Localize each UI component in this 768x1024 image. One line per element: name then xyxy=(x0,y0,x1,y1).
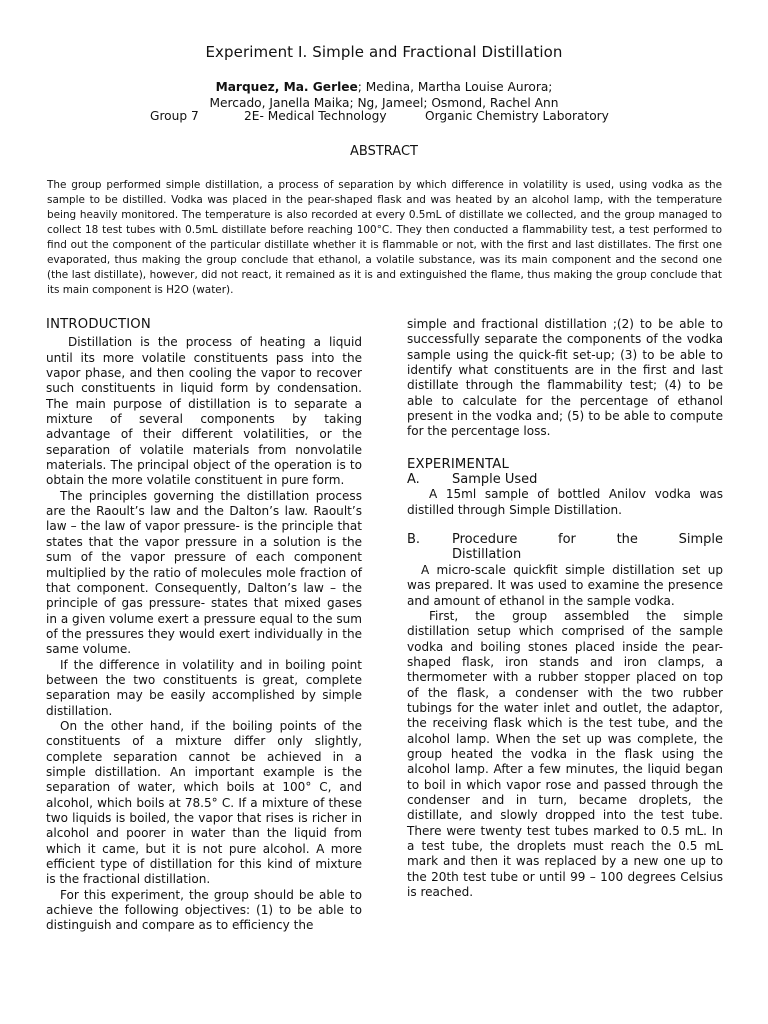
author-line-2: Mercado, Janella Maika; Ng, Jameel; Osmond, Rachel Ann xyxy=(209,96,559,110)
procedure-paragraph-1: A micro-scale quickfit simple distillation set up was prepared. It was used to examine the presence and amount of ethanol in the sample vodka. xyxy=(407,562,723,608)
intro-paragraph-4: On the other hand, if the boiling points of the constituents of a mixture differ only slightly, complete separation cannot be achieved in a simple distillation. An important example is the separation of water, which boils at 100° C, and alcohol, which boils at 78.5° C. If a mixture of these two liquids is boiled, the vapor that rises is richer in alcohol and poorer in water than the liquid from which it came, but it is not pure alcohol. A more efficient type of distillation for this kind of mixture is the fractional distillation. xyxy=(46,718,362,887)
experimental-heading: EXPERIMENTAL xyxy=(407,456,510,472)
section-letter-a: A. xyxy=(407,472,420,488)
introduction-heading: INTRODUCTION xyxy=(46,317,151,332)
paper-title: Experiment I. Simple and Fractional Distillation xyxy=(205,43,563,61)
group-number: Group 7 xyxy=(150,109,199,123)
intro-paragraph-3: If the difference in volatility and in boiling point between the two constituents is great, complete separation may be easily accomplished by simple distillation. xyxy=(46,657,362,718)
course-section: 2E- Medical Technology xyxy=(244,109,387,123)
author-list xyxy=(0,79,768,111)
right-column xyxy=(407,317,723,900)
intro-paragraph-1: Distillation is the process of heating a liquid until its more volatile constituents pass into the vapor phase, and then cooling the vapor to recover such constituents in liquid form by condensation. The main purpose of distillation is to separate a mixture of several components by taking advantage of their different volatilities, or the separation of volatile materials from nonvolatile materials. The principal object of the operation is to obtain the more volatile constituent in pure form. xyxy=(46,335,362,488)
abstract-heading: ABSTRACT xyxy=(350,144,418,159)
affiliation-line xyxy=(150,109,630,123)
abstract-text: The group performed simple distillation, a process of separation by which difference in volatility is used, using vodka as the sample to be distilled. Vodka was placed in the pear-shaped flask and was heated by an alcohol lamp, with the temperature being heavily monitored. The temperature is also recorded at every 0.5mL of distillate we collected, and the group managed to collect 18 test tubes with 0.5mL distillate before reaching 100°C. They then conducted a flammability test, a test performed to find out the component of the particular distillate whether it is flammable or not, with the first and last distillates. The first one evaporated, thus making the group conclude that ethanol, a volatile substance, was its main component and the second one (the last distillate), however, did not react, it remained as it is and extinguished the flame, thus making the group conclude that its main component is H2O (water). xyxy=(47,179,722,297)
author-line-1 xyxy=(0,79,768,95)
intro-paragraph-5-continued: simple and fractional distillation ;(2) to be able to successfully separate the components of the vodka sample using the quick-fit set-up; (3) to be able to identify what constituents are in the first and last distillate through the flammability test; (4) to be able to calculate for the percentage of ethanol present in the vodka and; (5) to be able to compute for the percentage loss. xyxy=(407,317,723,439)
procedure-heading-line-2 xyxy=(407,547,723,562)
sample-used-heading xyxy=(407,472,723,487)
sample-used-title: Sample Used xyxy=(452,472,538,488)
lab-name: Organic Chemistry Laboratory xyxy=(425,109,609,123)
procedure-paragraph-2: First, the group assembled the simple distillation setup which comprised of the sample vodka and boiling stones placed inside the pear-shaped flask, iron stands and iron clamps, a thermometer with a rubber stopper placed on top of the flask, a condenser with the two rubber tubings for the water inlet and outlet, the adaptor, the receiving flask which is the test tube, and the alcohol lamp. When the set up was complete, the group heated the vodka in the flask using the alcohol lamp. After a few minutes, the liquid began to boil in which vapor rose and passed through the condenser and in turn, became droplets, the distillate, and slowly dropped into the test tube. There were twenty test tubes marked to 0.5 mL. In a test tube, the droplets must reach the 0.5 mL mark and then it was replaced by a new one up to the 20th test tube or until 99 – 100 degrees Celsius is reached. xyxy=(407,608,723,900)
procedure-title-line-2: Distillation xyxy=(452,547,522,563)
intro-paragraph-2: The principles governing the distillation process are the Raoult’s law and the Dalton’s law. Raoult’s law – the law of vapor pressure- is the principle that states that the vapor pressure in a solution is the sum of the vapor pressure of each component multiplied by the ratio of molecules mole fraction of that component. Consequently, Dalton’s law – the principle of gas pressure- states that mixed gases in a given volume exert a pressure equal to the sum of the pressures they would exert individually in the same volume. xyxy=(46,488,362,657)
co-authors-1: ; Medina, Martha Louise Aurora; xyxy=(357,80,553,94)
lead-author: Marquez, Ma. Gerlee xyxy=(215,80,358,94)
section-letter-b: B. xyxy=(407,532,421,548)
left-column xyxy=(46,317,362,934)
intro-paragraph-5: For this experiment, the group should be able to achieve the following objectives: (1) to be able to distinguish and compare as to efficiency the xyxy=(46,887,362,933)
procedure-heading xyxy=(407,532,723,547)
sample-used-text: A 15ml sample of bottled Anilov vodka was distilled through Simple Distillation. xyxy=(407,487,723,517)
procedure-title-line-1: Procedure for the Simple xyxy=(452,532,723,548)
